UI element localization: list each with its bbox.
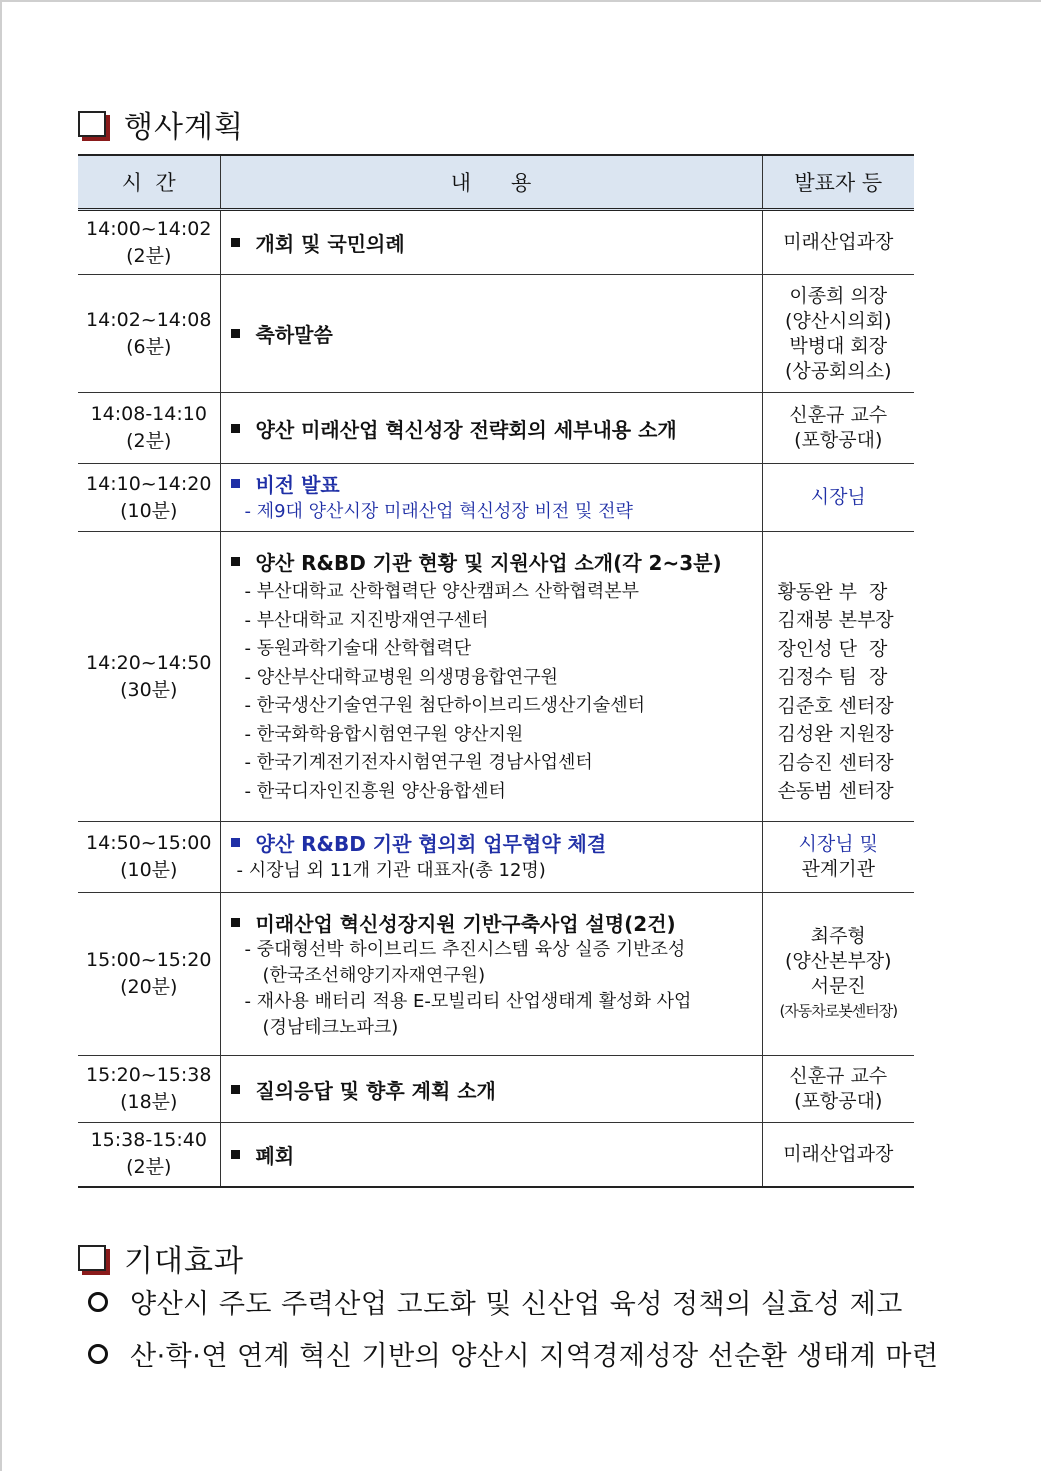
header-time: 시 간 <box>78 155 220 210</box>
table-row <box>78 1056 914 1123</box>
square-box-icon <box>78 111 106 137</box>
agenda-item-label: 양산 R&BD 기관 협의회 업무협약 체결 <box>255 832 607 857</box>
filled-square-bullet-icon <box>231 424 240 433</box>
effects-section-title: 기대효과 <box>124 1244 244 1279</box>
agenda-item <box>227 547 761 576</box>
time-range: 14:50~15:00 <box>86 832 212 854</box>
effect-item-text: 산·학·연 연계 혁신 기반의 양산시 지역경제성장 선순환 생태계 마련 <box>130 1341 939 1372</box>
effect-item <box>88 1334 939 1373</box>
presenter-line: 손동범 센터장 <box>777 780 894 802</box>
effect-item <box>88 1282 939 1321</box>
table-row <box>78 210 914 275</box>
agenda-subitem: (경남테크노파크) <box>262 1016 399 1038</box>
square-box-icon <box>78 1245 106 1271</box>
presenter-cell <box>762 210 914 275</box>
content-cell <box>220 1056 762 1123</box>
effects-list <box>88 1282 939 1386</box>
table-header-row <box>78 155 914 210</box>
agenda-item <box>227 469 761 498</box>
time-cell <box>78 275 220 393</box>
agenda-subitem: - 한국디자인진흥원 양산융합센터 <box>244 780 506 802</box>
agenda-item-label: 축하말씀 <box>255 323 333 347</box>
content-cell <box>220 532 762 822</box>
plan-section-heading <box>78 102 244 146</box>
agenda-item-label: 미래산업 혁신성장지원 기반구축사업 설명(2건) <box>255 911 676 936</box>
filled-square-bullet-icon <box>231 1085 240 1094</box>
table-row <box>78 464 914 532</box>
presenter-cell <box>762 275 914 393</box>
filled-square-bullet-icon <box>231 918 240 927</box>
presenter-cell <box>762 1123 914 1187</box>
time-range: 14:08-14:10 <box>90 403 207 425</box>
presenter-line: 미래산업과장 <box>783 231 894 253</box>
effect-item-text: 양산시 주도 주력산업 고도화 및 신산업 육성 정책의 실효성 제고 <box>130 1289 903 1320</box>
content-cell <box>220 464 762 532</box>
time-duration: (18분) <box>120 1091 178 1113</box>
presenter-line: 신훈규 교수 <box>789 404 888 426</box>
content-cell <box>220 210 762 275</box>
presenter-cell <box>762 1056 914 1123</box>
presenter-line: 신훈규 교수 <box>789 1065 888 1087</box>
agenda-subitem: - 부산대학교 지진방재연구센터 <box>244 609 489 631</box>
agenda-item-label: 양산 R&BD 기관 현황 및 지원사업 소개(각 2~3분) <box>255 551 722 575</box>
presenter-line: 김준호 센터장 <box>777 694 894 717</box>
event-plan-table <box>78 154 914 1188</box>
presenter-cell <box>762 464 914 532</box>
time-range: 15:38-15:40 <box>90 1129 207 1152</box>
presenter-line: 시장님 및 <box>798 833 878 855</box>
time-cell <box>78 1123 220 1187</box>
time-duration: (10분) <box>120 499 178 522</box>
agenda-item-label: 양산 미래산업 혁신성장 전략회의 세부내용 소개 <box>255 417 677 442</box>
content-cell <box>220 275 762 393</box>
content-cell <box>220 822 762 893</box>
table-row <box>78 532 914 822</box>
presenter-line: (양산시의회) <box>784 309 892 332</box>
agenda-item <box>227 908 761 937</box>
time-range: 15:20~15:38 <box>86 1064 212 1086</box>
header-content: 내 용 <box>220 155 762 210</box>
agenda-subitem: - 재사용 배터리 적용 E-모빌리티 산업생태계 활성화 사업 <box>244 990 692 1012</box>
agenda-subitem: - 부산대학교 산학협력단 양산캠퍼스 산학협력본부 <box>244 581 640 602</box>
agenda-subitem: - 중대형선박 하이브리드 추진시스템 육상 실증 기반조성 <box>244 938 686 960</box>
time-cell <box>78 822 220 893</box>
table-row <box>78 275 914 393</box>
agenda-subitem: - 제9대 양산시장 미래산업 혁신성장 비전 및 전략 <box>244 500 633 522</box>
content-cell <box>220 893 762 1056</box>
time-range: 14:00~14:02 <box>86 217 212 240</box>
table-row <box>78 1123 914 1187</box>
table-row <box>78 393 914 464</box>
time-range: 14:20~14:50 <box>86 651 212 674</box>
agenda-item <box>227 1075 761 1104</box>
presenter-line: (양산본부장) <box>784 950 892 972</box>
agenda-item <box>227 414 761 443</box>
effects-section-heading <box>78 1236 244 1280</box>
time-cell <box>78 393 220 464</box>
filled-square-bullet-icon <box>231 838 240 847</box>
filled-square-bullet-icon <box>231 238 240 247</box>
presenter-line: 장인성 단 장 <box>777 637 888 660</box>
time-duration: (2분) <box>126 244 172 267</box>
content-cell <box>220 393 762 464</box>
agenda-subitem: - 시장님 외 11개 기관 대표자(총 12명) <box>236 860 546 882</box>
presenter-line: 김성완 지원장 <box>777 723 894 745</box>
time-duration: (20분) <box>120 976 178 998</box>
presenter-line: (상공회의소) <box>784 359 892 382</box>
presenter-line: (포항공대) <box>794 429 883 451</box>
agenda-subitem: (한국조선해양기자재연구원) <box>262 964 486 986</box>
agenda-item-label: 비전 발표 <box>255 472 340 497</box>
agenda-item-label: 질의응답 및 향후 계획 소개 <box>255 1078 496 1103</box>
plan-section-title: 행사계획 <box>124 110 244 145</box>
agenda-subitem: - 동원과학기술대 산학협력단 <box>244 638 472 659</box>
presenter-cell <box>762 393 914 464</box>
page-edge-top <box>0 0 1041 2</box>
table-row <box>78 893 914 1056</box>
agenda-item-label: 개회 및 국민의례 <box>255 232 405 256</box>
time-cell <box>78 893 220 1056</box>
time-duration: (30분) <box>120 678 178 701</box>
agenda-item <box>227 828 761 857</box>
time-duration: (2분) <box>126 1156 172 1179</box>
time-cell <box>78 210 220 275</box>
hollow-circle-icon <box>88 1344 108 1364</box>
header-presenter: 발표자 등 <box>762 155 914 210</box>
presenter-line: 김정수 팀 장 <box>777 666 888 688</box>
presenter-line: (자동차로봇센터장) <box>779 1002 898 1020</box>
presenter-line: 서문진 <box>810 975 866 997</box>
filled-square-bullet-icon <box>231 329 240 338</box>
presenter-cell <box>762 532 914 822</box>
presenter-cell <box>762 822 914 893</box>
time-duration: (10분) <box>120 859 178 881</box>
presenter-line: 김승진 센터장 <box>777 751 894 774</box>
filled-square-bullet-icon <box>231 1150 240 1159</box>
filled-square-bullet-icon <box>231 557 240 566</box>
agenda-subitem: - 한국화학융합시험연구원 양산지원 <box>244 723 524 745</box>
presenter-cell <box>762 893 914 1056</box>
time-duration: (2분) <box>126 430 172 452</box>
hollow-circle-icon <box>88 1292 108 1312</box>
presenter-line: 미래산업과장 <box>783 1142 894 1165</box>
presenter-line: 황동완 부 장 <box>777 580 888 603</box>
time-range: 14:10~14:20 <box>86 472 212 495</box>
content-cell <box>220 1123 762 1187</box>
page-edge-left <box>0 0 2 1471</box>
presenter-line: (포항공대) <box>794 1090 883 1112</box>
presenter-list <box>764 548 914 806</box>
time-cell <box>78 464 220 532</box>
time-cell <box>78 532 220 822</box>
agenda-subitem: - 한국생산기술연구원 첨단하이브리드생산기술센터 <box>244 695 645 716</box>
agenda-subitem: - 양산부산대학교병원 의생명융합연구원 <box>244 666 559 688</box>
presenter-line: 김재봉 본부장 <box>777 609 894 631</box>
agenda-item <box>227 1140 761 1169</box>
table-row <box>78 822 914 893</box>
agenda-item-label: 폐회 <box>255 1143 295 1168</box>
time-duration: (6분) <box>126 335 172 358</box>
presenter-line: 최주형 <box>810 925 866 947</box>
agenda-item <box>227 319 761 348</box>
presenter-line: 시장님 <box>810 486 866 508</box>
presenter-line: 관계기관 <box>801 858 875 880</box>
time-cell <box>78 1056 220 1123</box>
agenda-subitem: - 한국기계전기전자시험연구원 경남사업센터 <box>244 752 593 773</box>
presenter-line: 박병대 회장 <box>789 334 888 357</box>
filled-square-bullet-icon <box>231 479 240 488</box>
time-range: 14:02~14:08 <box>86 308 212 331</box>
time-range: 15:00~15:20 <box>86 949 212 971</box>
agenda-item <box>227 228 761 257</box>
presenter-line: 이종희 의장 <box>789 284 888 307</box>
